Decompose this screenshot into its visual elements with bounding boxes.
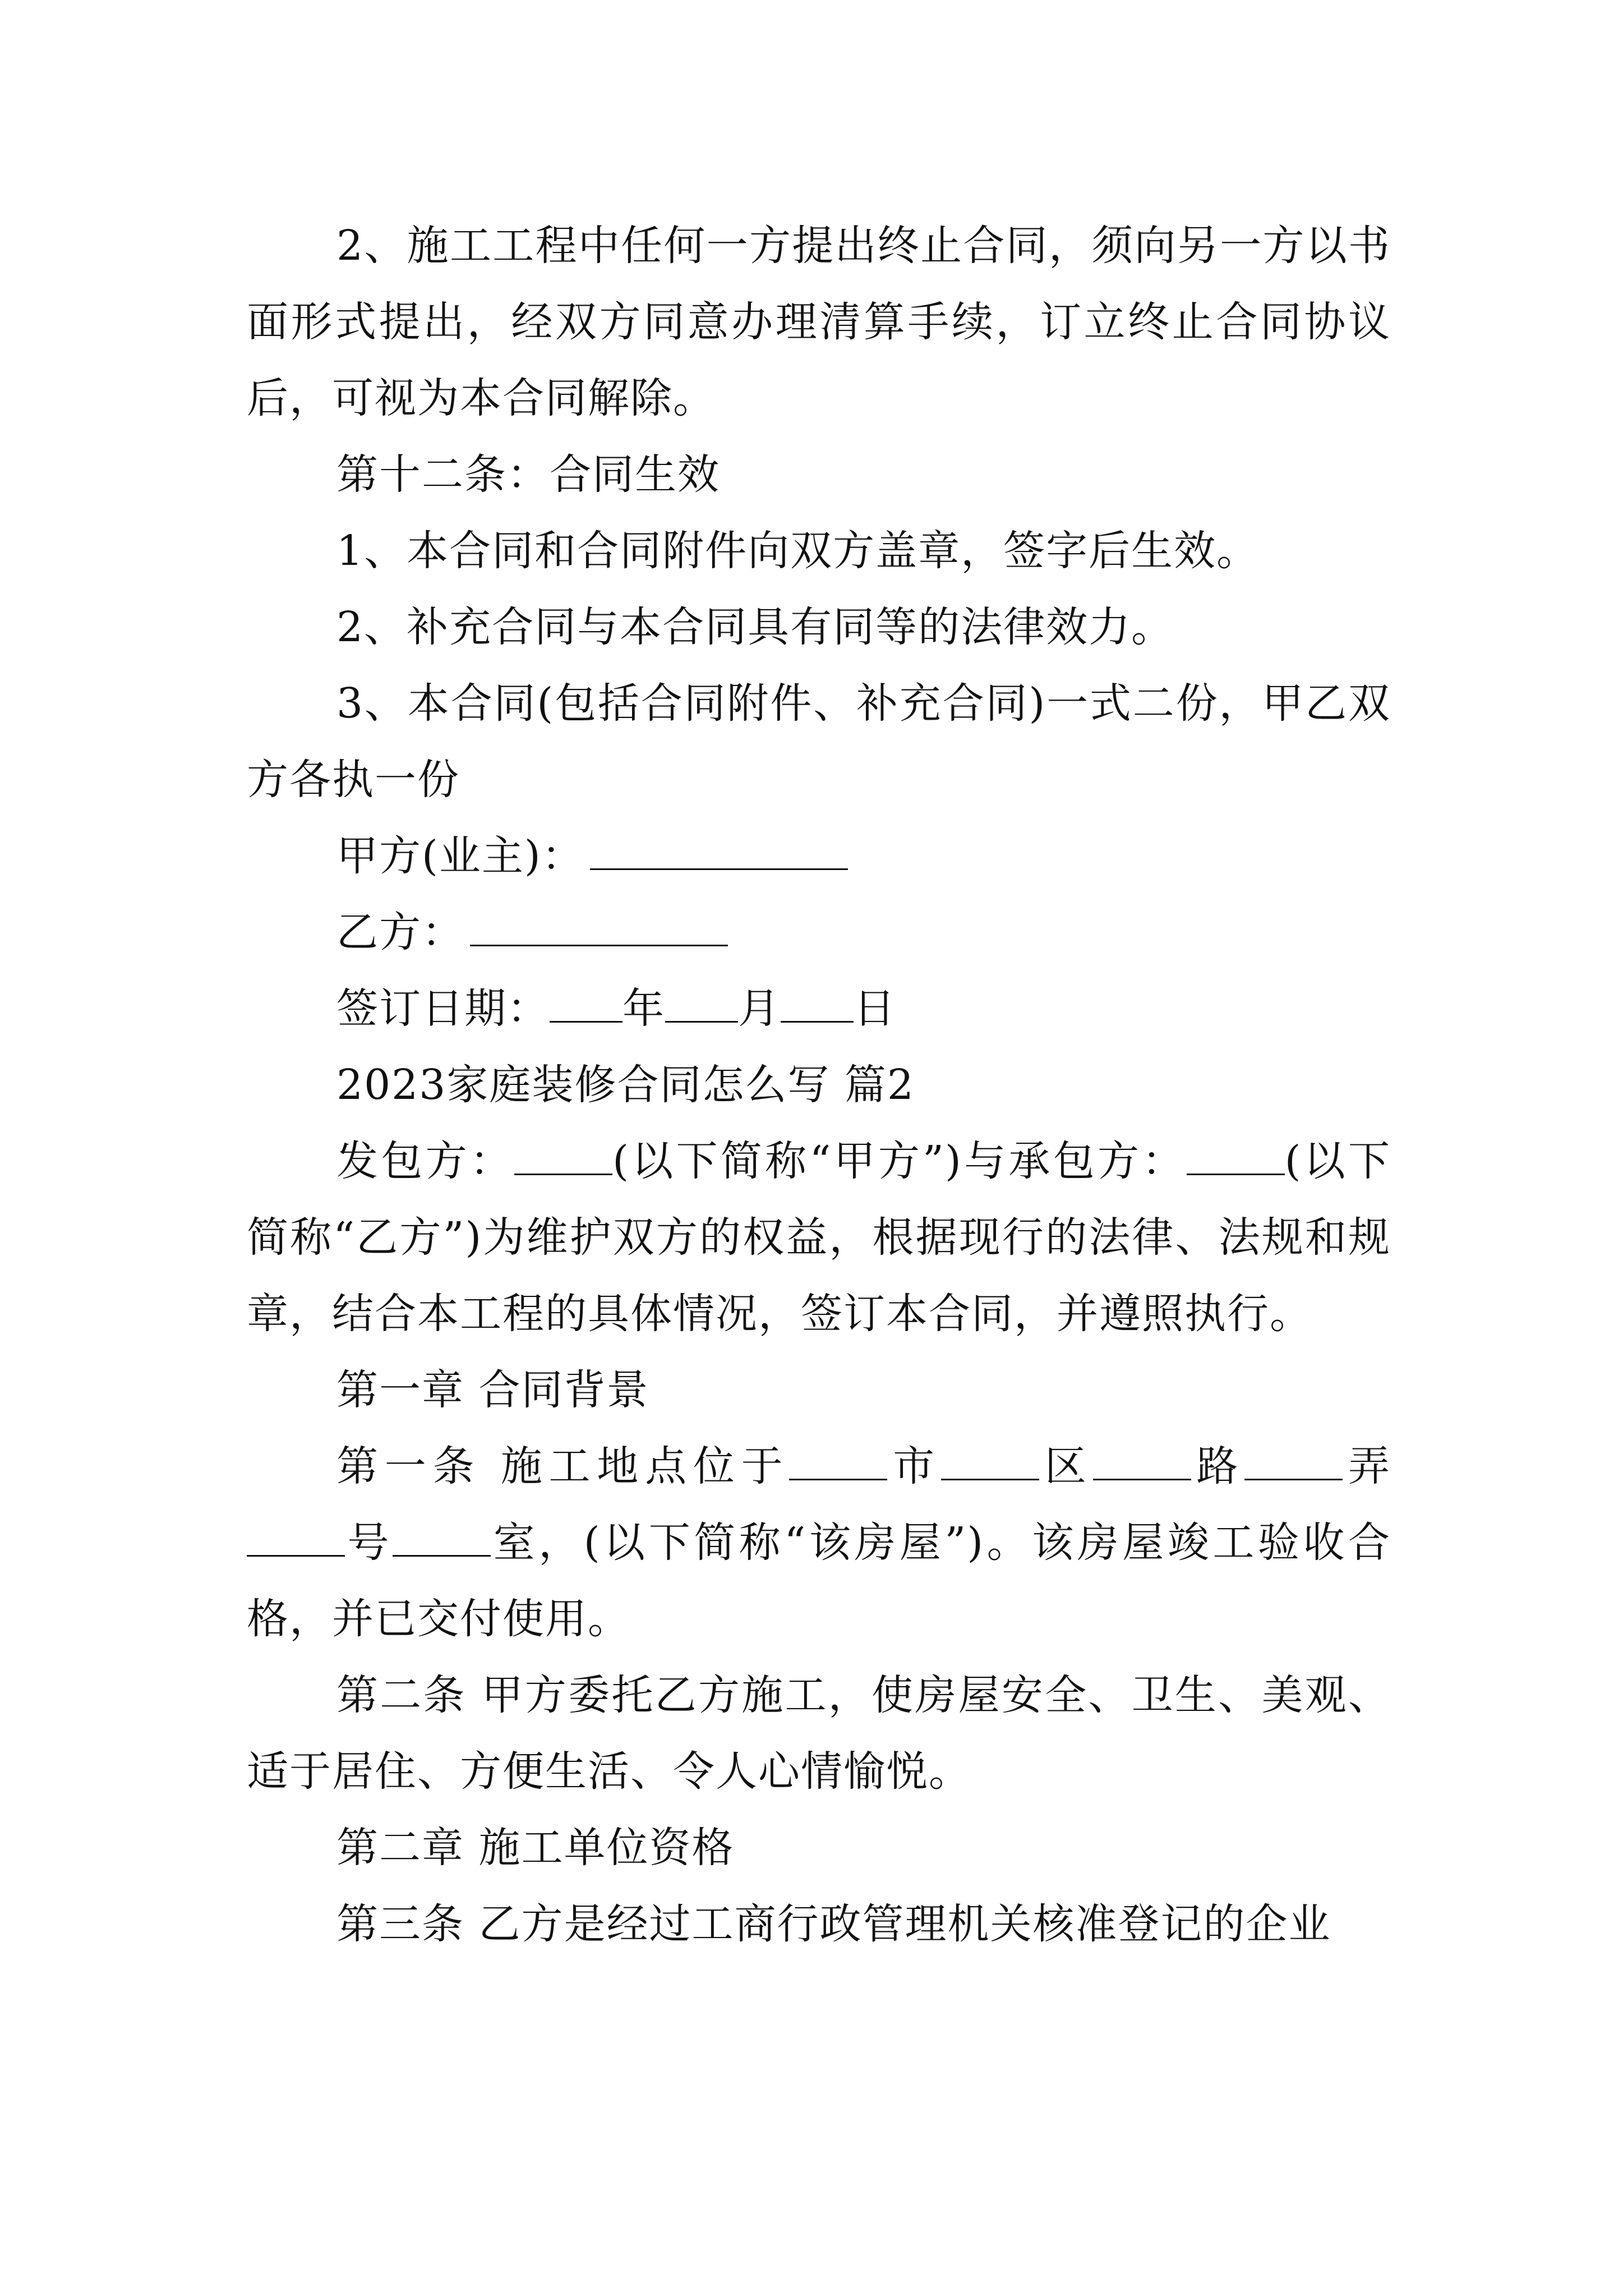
clause-effective-1: 1、本合同和合同附件向双方盖章，签字后生效。: [336, 527, 1260, 575]
article-1-intro: 第一条 施工地点位于: [336, 1442, 790, 1490]
lane-label: 弄: [1343, 1442, 1391, 1490]
number-label: 号: [345, 1519, 393, 1567]
clause-termination: 2、施工工程中任何一方提出终止合同，须向另一方以书面形式提出，经双方同意办理清算手续，订立终止合同协议后，可视为本合同解除。: [247, 222, 1391, 422]
party-a-signature-line: [247, 818, 1391, 894]
contractor-intro: (以下简称“甲方”)与承包方：: [612, 1137, 1187, 1185]
article-12-heading: 第十二条：合同生效: [336, 450, 720, 499]
article-1: [247, 1428, 1391, 1657]
party-a-blank: [590, 835, 848, 870]
contractor-blank: [1187, 1140, 1285, 1175]
article-2: 第二条 甲方委托乙方施工，使房屋安全、卫生、美观、适于居住、方便生活、令人心情愉悦。: [247, 1671, 1391, 1796]
month-label: 月: [738, 984, 781, 1033]
party-b-label: 乙方：: [336, 908, 464, 956]
party-b-signature-line: [247, 894, 1391, 970]
day-label: 日: [854, 984, 896, 1033]
article-1-rest: 室，(以下简称“该房屋”)。该房屋竣工验收合格，并已交付使用。: [247, 1519, 1391, 1643]
city-blank: [789, 1445, 887, 1480]
party-a-label: 甲方(业主)：: [336, 832, 584, 880]
employer-label: 发包方：: [336, 1137, 515, 1185]
preamble-rest: (以下简称“乙方”)为维护双方的权益，根据现行的法律、法规和规章，结合本工程的具体情况，签订本合同，并遵照执行。: [247, 1137, 1391, 1338]
lane-blank: [1244, 1445, 1343, 1480]
district-label: 区: [1039, 1442, 1093, 1490]
party-b-blank: [470, 911, 728, 946]
contract-text: [247, 208, 1391, 1962]
city-label: 市: [887, 1442, 942, 1490]
district-blank: [941, 1445, 1039, 1480]
chapter-2-heading: 第二章 施工单位资格: [336, 1824, 735, 1872]
section-title: 2023家庭装修合同怎么写 篇2: [336, 1061, 915, 1109]
signing-date-line: [247, 970, 1391, 1047]
signing-date-label: 签订日期：: [336, 984, 550, 1033]
month-blank: [665, 987, 738, 1023]
road-label: 路: [1191, 1442, 1245, 1490]
clause-effective-3: 3、本合同(包括合同附件、补充合同)一式二份，甲乙双方各执一份: [247, 679, 1391, 804]
chapter-1-heading: 第一章 合同背景: [336, 1366, 649, 1414]
year-label: 年: [623, 984, 665, 1033]
year-blank: [550, 987, 623, 1023]
clause-effective-2: 2、补充合同与本合同具有同等的法律效力。: [336, 603, 1174, 651]
article-3: 第三条 乙方是经过工商行政管理机关核准登记的企业: [336, 1900, 1331, 1948]
number-blank: [247, 1521, 345, 1557]
road-blank: [1093, 1445, 1191, 1480]
room-blank: [393, 1521, 491, 1557]
employer-blank: [514, 1140, 612, 1175]
preamble: [247, 1123, 1391, 1352]
day-blank: [781, 987, 854, 1023]
